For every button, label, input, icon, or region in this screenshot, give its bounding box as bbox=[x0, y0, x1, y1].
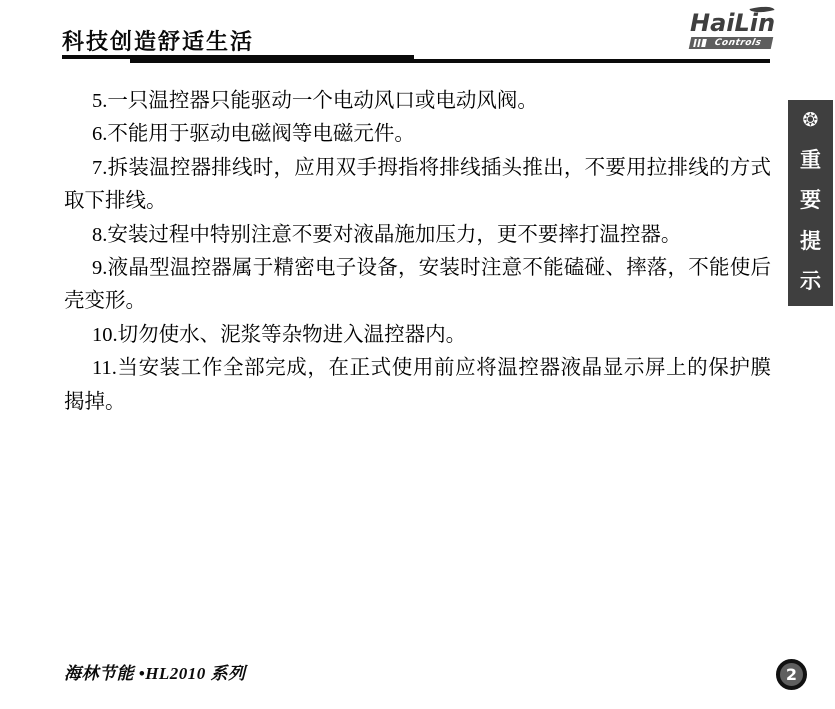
instruction-item-11: 11.当安装工作全部完成，在正式使用前应将温控器液晶显示屏上的保护膜揭掉。 bbox=[64, 357, 771, 413]
instruction-item-5: 5.一只温控器只能驱动一个电动风口或电动风阀。 bbox=[92, 90, 538, 112]
instruction-item-7: 7.拆装温控器排线时，应用双手拇指将排线插头推出，不要用拉排线的方式取下排线。 bbox=[64, 156, 771, 213]
badge-stripe-icon bbox=[701, 39, 707, 47]
header-slogan: 科技创造舒适生活 bbox=[62, 30, 255, 55]
tab-char: 要 bbox=[800, 188, 821, 212]
page-number-badge bbox=[776, 659, 807, 690]
header-rule-lower bbox=[130, 59, 770, 63]
instruction-item-8: 8.安装过程中特别注意不要对液晶施加压力，更不要摔打温控器。 bbox=[92, 223, 682, 246]
tab-char: 重 bbox=[800, 147, 821, 172]
instruction-item-10: 10.切勿使水、泥浆等杂物进入温控器内。 bbox=[92, 323, 467, 346]
important-notice-tab bbox=[788, 100, 833, 306]
logo-brand-text: HaiLin bbox=[690, 9, 776, 37]
tab-char: 示 bbox=[800, 269, 821, 293]
instruction-item-6: 6.不能用于驱动电磁阀等电磁元件。 bbox=[92, 123, 415, 146]
logo-sub-text: Controls bbox=[713, 38, 763, 48]
hailin-logo bbox=[690, 9, 776, 49]
instruction-item-9: 9.液晶型温控器属于精密电子设备，安装时注意不能磕碰、摔落，不能使后壳变形。 bbox=[64, 257, 771, 313]
instruction-list bbox=[64, 85, 771, 419]
logo-controls-badge bbox=[689, 37, 774, 49]
tab-char: 提 bbox=[800, 228, 821, 253]
gear-flower-icon: ❂ bbox=[802, 109, 819, 131]
footer-series-label: 海林节能 •HL2010 系列 bbox=[64, 664, 246, 683]
page-number: 2 bbox=[785, 665, 798, 684]
